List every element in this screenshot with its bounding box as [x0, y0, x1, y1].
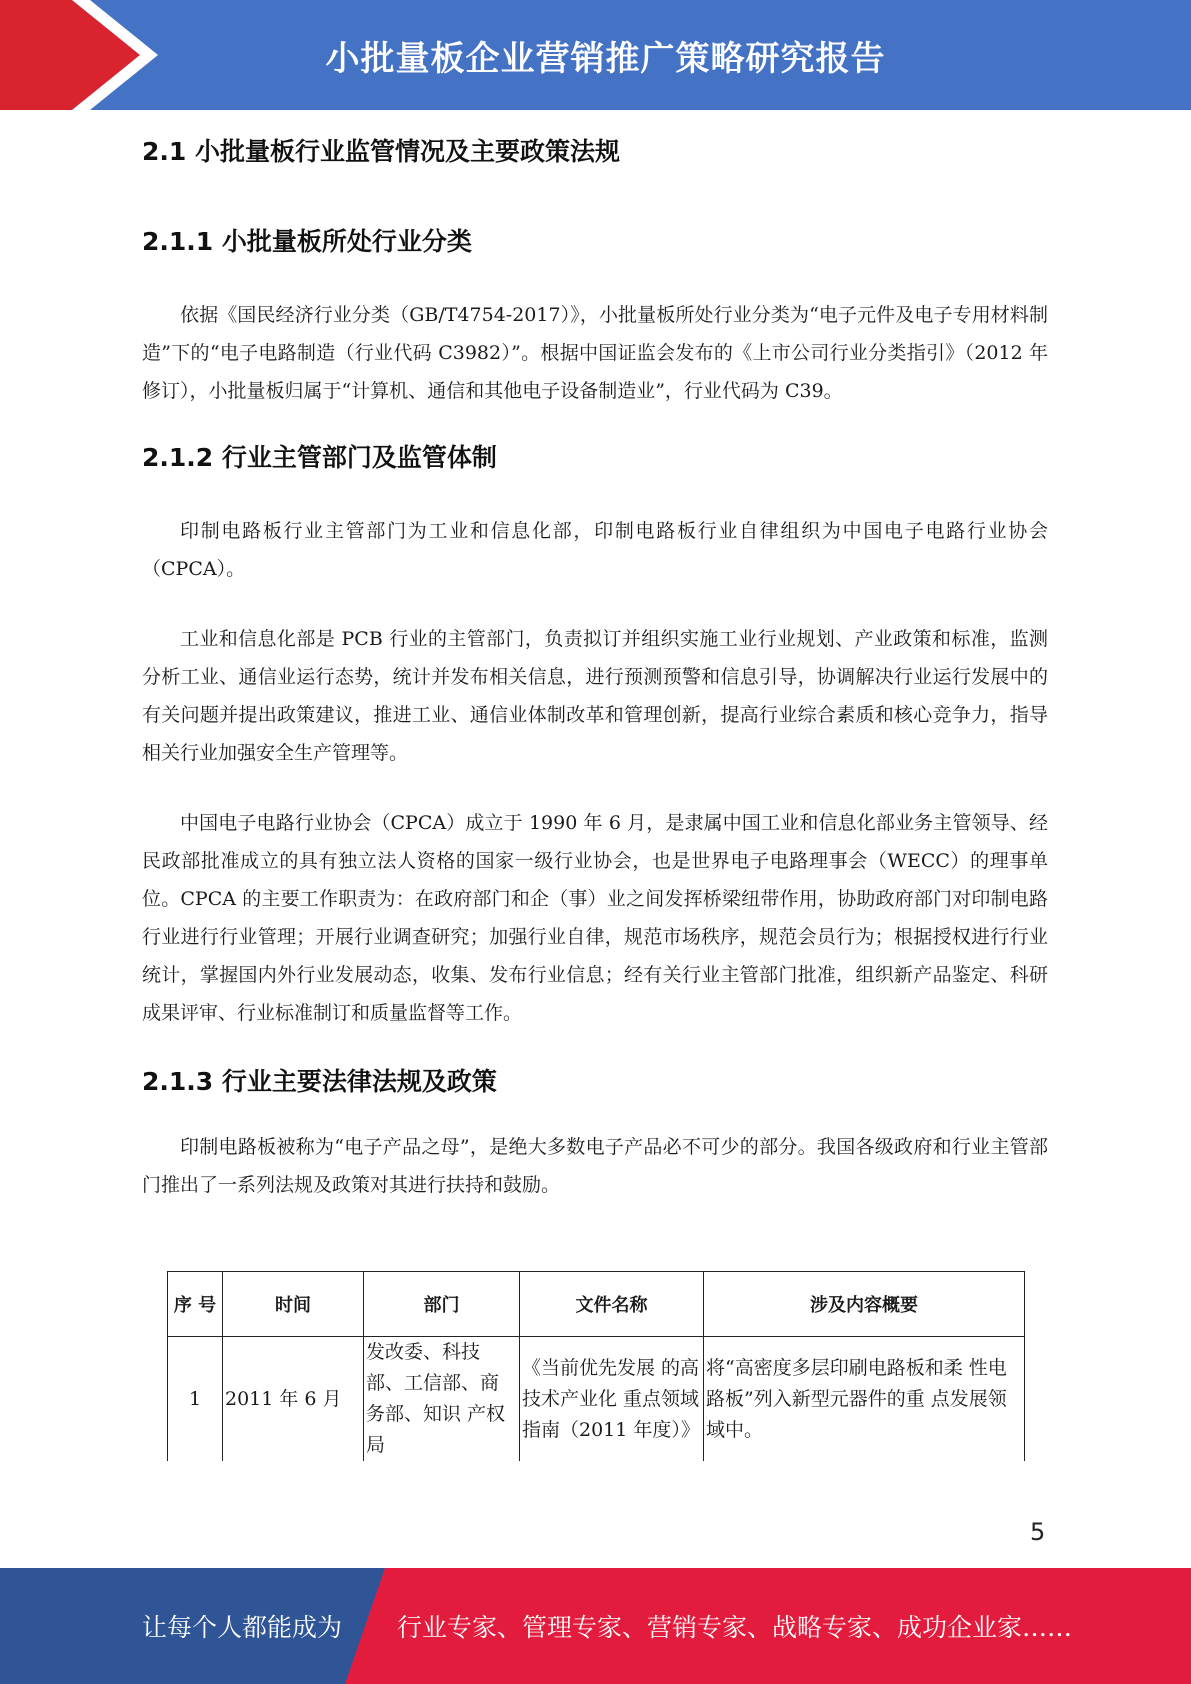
table-row — [168, 1337, 1025, 1462]
document-body — [142, 110, 1048, 1204]
paragraph-industry-classification: 依据《国民经济行业分类（GB/T4754-2017）》，小批量板所处行业分类为“电子元件及电子专用材料制造”下的“电子电路制造（行业代码 C3982）”。根据中国证监会发布的《上市公司行业分类指引》（2012 年修订），小批量板归属于“计算机、通信和其他电子设备制造业”，行业代码为 C39。 — [142, 304, 1048, 402]
page-header — [0, 0, 1191, 110]
section-heading-2-1-2: 2.1.2 行业主管部门及监管体制 — [142, 443, 497, 472]
footer-slogan-right: 行业专家、管理专家、营销专家、战略专家、成功企业家…… — [397, 1613, 1073, 1642]
cell-num: 1 — [168, 1337, 223, 1462]
paragraph-cpca-duties: 中国电子电路行业协会（CPCA）成立于 1990 年 6 月，是隶属中国工业和信息化部业务主管领导、经民政部批准成立的具有独立法人资格的国家一级行业协会，也是世界电子电路理事会（WECC）的理事单位。CPCA 的主要工作职责为：在政府部门和企（事）业之间发挥桥梁纽带作用，协助政府部门对印制电路行业进行行业管理；开展行业调查研究；加强行业自律，规范市场秩序，规范会员行为；根据授权进行行业统计，掌握国内外行业发展动态，收集、发布行业信息；经有关行业主管部门批准，组织新产品鉴定、科研成果评审、行业标准制订和质量监督等工作。 — [142, 812, 1048, 1024]
col-header-summary: 涉及内容概要 — [704, 1272, 1025, 1337]
paragraph-miit-duties: 工业和信息化部是 PCB 行业的主管部门，负责拟订并组织实施工业行业规划、产业政策和标准，监测分析工业、通信业运行态势，统计并发布相关信息，进行预测预警和信息引导，协调解决行业运行发展中的有关问题并提出政策建议，推进工业、通信业体制改革和管理创新，提高行业综合素质和核心竞争力，指导相关行业加强安全生产管理等。 — [142, 628, 1048, 764]
cell-time: 2011 年 6 月 — [223, 1337, 364, 1462]
page-footer — [0, 1568, 1191, 1684]
page-number: 5 — [1030, 1518, 1046, 1546]
policy-table — [167, 1271, 1025, 1461]
cell-dept: 发改委、科技部、工信部、商务部、知识 产权局 — [364, 1337, 520, 1462]
col-header-doc: 文件名称 — [520, 1272, 704, 1337]
table-header-row — [168, 1272, 1025, 1337]
section-heading-2-1-3: 2.1.3 行业主要法律法规及政策 — [142, 1067, 497, 1096]
col-header-dept: 部门 — [364, 1272, 520, 1337]
cell-summary: 将“高密度多层印刷电路板和柔 性电路板”列入新型元器件的重 点发展领域中。 — [704, 1337, 1025, 1462]
paragraph-laws-intro: 印制电路板被称为“电子产品之母”，是绝大多数电子产品必不可少的部分。我国各级政府和行业主管部门推出了一系列法规及政策对其进行扶持和鼓励。 — [142, 1136, 1048, 1196]
section-heading-2-1-1: 2.1.1 小批量板所处行业分类 — [142, 227, 472, 256]
cell-doc: 《当前优先发展 的高技术产业化 重点领域指南（2011 年度）》 — [520, 1337, 704, 1462]
col-header-num: 序 号 — [168, 1272, 223, 1337]
report-title: 小批量板企业营销推广策略研究报告 — [325, 38, 886, 79]
col-header-time: 时间 — [223, 1272, 364, 1337]
paragraph-regulator-intro: 印制电路板行业主管部门为工业和信息化部，印制电路板行业自律组织为中国电子电路行业协会（CPCA）。 — [142, 520, 1048, 580]
footer-slogan-left: 让每个人都能成为 — [142, 1613, 343, 1642]
section-heading-2-1: 2.1 小批量板行业监管情况及主要政策法规 — [142, 137, 620, 166]
